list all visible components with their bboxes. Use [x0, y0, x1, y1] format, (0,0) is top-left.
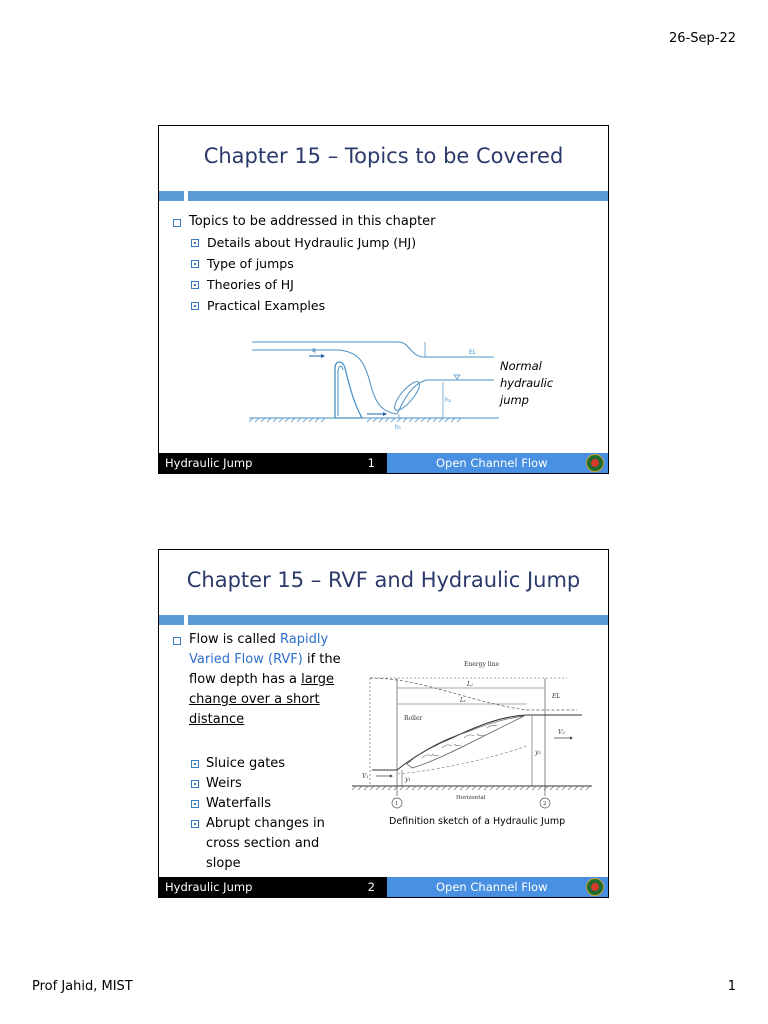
slide-1	[158, 125, 609, 474]
institution-logo-icon	[586, 454, 604, 472]
figure-label-el: EL	[469, 349, 477, 356]
label-energy-line: Energy line	[464, 661, 500, 668]
label-section-1: 1	[395, 801, 399, 807]
figure-label-h1: h₁	[395, 424, 402, 431]
slide-footer	[159, 877, 608, 897]
footer-topic: Hydraulic Jump	[165, 880, 253, 894]
figure-label-q: q	[312, 347, 316, 354]
hydraulic-jump-figure	[249, 338, 499, 433]
label-y2: y₂	[535, 749, 541, 756]
figure-caption: Normal hydraulic jump	[500, 359, 554, 407]
footer-course: Open Channel Flow	[436, 456, 548, 470]
label-horizontal: Horizontal	[456, 795, 486, 801]
title-underline-bar	[188, 615, 608, 625]
title-accent-bar	[159, 615, 184, 625]
label-lj: Lⱼ	[467, 681, 473, 688]
title-underline-bar	[188, 191, 608, 201]
page-author: Prof Jahid, MIST	[32, 979, 133, 994]
bullet-list	[173, 214, 436, 319]
label-section-2: 2	[543, 801, 547, 807]
slide-number: 2	[367, 880, 375, 894]
sub-bullet: Type of jumps	[191, 256, 436, 271]
title-accent-bar	[159, 191, 184, 201]
slide-title: Chapter 15 – RVF and Hydraulic Jump	[186, 568, 581, 592]
institution-logo-icon	[586, 878, 604, 896]
slide-footer	[159, 453, 608, 473]
slide-title: Chapter 15 – Topics to be Covered	[203, 144, 564, 168]
rvf-definition: Flow is called Rapidly Varied Flow (RVF) if the flow depth has a large change over a short distance	[173, 630, 343, 730]
label-lr: Lᵣ	[460, 697, 467, 704]
sub-bullet: Theories of HJ	[191, 277, 436, 292]
sub-bullet: Weirs	[191, 774, 341, 794]
page-date: 26-Sep-22	[669, 31, 736, 46]
label-v2: V₂	[558, 729, 565, 736]
rvf-emphasis: large change over a short distance	[189, 672, 335, 727]
hydraulic-jump-definition-sketch	[352, 658, 592, 813]
figure-caption: Definition sketch of a Hydraulic Jump	[389, 816, 566, 827]
label-v1: V₁	[362, 773, 369, 780]
rvf-term: Rapidly Varied Flow (RVF)	[189, 632, 329, 667]
figure-label-h2: h₂	[445, 397, 452, 404]
page-number: 1	[727, 979, 736, 994]
slide-number: 1	[367, 456, 375, 470]
sub-bullet: Details about Hydraulic Jump (HJ)	[191, 235, 436, 250]
sub-bullet: Abrupt changes in cross section and slope	[191, 814, 341, 874]
rvf-examples-list	[191, 754, 341, 874]
sub-bullet: Waterfalls	[191, 794, 341, 814]
sub-bullet: Practical Examples	[191, 298, 436, 313]
sub-bullet: Sluice gates	[191, 754, 341, 774]
footer-course: Open Channel Flow	[436, 880, 548, 894]
label-y1: y₁	[405, 776, 411, 783]
label-el: EL	[552, 693, 561, 700]
label-roller: Roller	[404, 715, 423, 722]
bullet-main: Topics to be addressed in this chapter	[173, 214, 436, 229]
slide-2	[158, 549, 609, 898]
footer-topic: Hydraulic Jump	[165, 456, 253, 470]
